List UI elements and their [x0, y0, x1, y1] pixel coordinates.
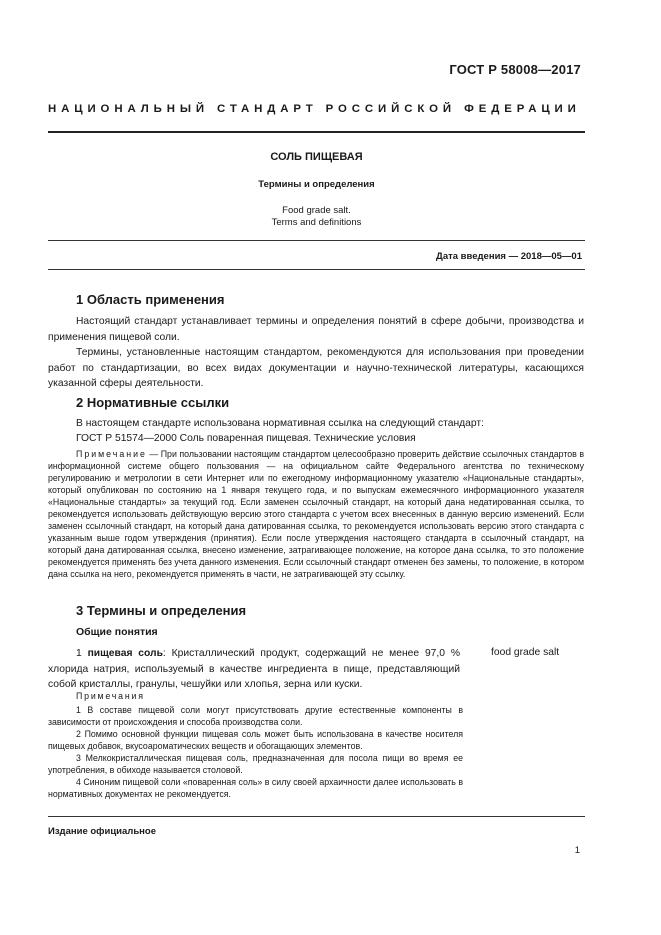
term-definition: : Кристаллический продукт, содержащий не менее 97,0 % хлорида натрия, используемый в качестве ингредиента в пище, представляющий собой кристаллы, гранулы, чешуйки или хлопья, зерна или куски. [48, 648, 460, 690]
term-name: пищевая соль [87, 648, 163, 659]
section-1-heading: 1 Область применения [76, 292, 225, 307]
term-note-3: 3 Мелкокристаллическая пищевая соль, предназначенная для посола пищи во время ее употребления, в обиходе называется столовой. [48, 753, 463, 775]
term-english-equivalent: food grade salt [491, 647, 560, 658]
note-text: — При пользовании настоящим стандартом целесообразно проверить действие ссылочных стандартов в информационной системе общего пользования — на официальном сайте Федерального агентства по техническому регулированию и метрологии в сети Интернет или по ежегодному информационному указателю «Национальные стандарты», который опубликован по состоянию на 1 января текущего года, и по выпускам ежемесячного информационного указателя «Национальные стандарты» за текущий год. Если заменен ссылочный стандарт, на который дана недатированная ссылка, то рекомендуется использовать действующую версию этого стандарта с учетом всех внесенных в данную версию изменений. Если заменен ссылочный стандарт, на который дана датированная ссылка, то рекомендуется использовать версию этого стандарта с указанным выше годом утверждения (принятия). Если после утверждения настоящего стандарта в ссылочный стандарт, на который дана датированная ссылка, внесено изменение, затрагивающее положение, на которое дана ссылка, то это положение рекомендуется применять без учета данного изменения. Если ссылочный стандарт отменен без замены, то положение, в котором дана ссылка на него, рекомендуется применять в части, не затрагивающей эту ссылку. [48, 449, 584, 579]
document-subtitle: Термины и определения [258, 179, 375, 190]
header-divider [48, 131, 585, 133]
introduction-date: Дата введения — 2018—05—01 [436, 251, 582, 262]
footer-divider [48, 816, 585, 817]
page-number: 1 [574, 845, 580, 856]
standard-designation: ГОСТ Р 58008—2017 [449, 62, 581, 77]
section-2-heading: 2 Нормативные ссылки [76, 395, 230, 410]
section-1-paragraph-2: Термины, установленные настоящим стандартом, рекомендуются для использования при проведении работ по стандартизации, во всех видах документации и научно-технической литературы, касающихся указанной сферы деятельности. [48, 347, 584, 389]
english-title-line-1: Food grade salt. [282, 205, 351, 216]
section-3-subheading: Общие понятия [76, 626, 158, 638]
note-label: Примечание [76, 449, 147, 459]
term-note-1: 1 В составе пищевой соли могут присутствовать другие естественные компоненты в зависимости от происхождения и способа производства соли. [48, 705, 463, 727]
english-title [48, 205, 585, 229]
section-1-paragraph-1: Настоящий стандарт устанавливает термины и определения понятий в сфере добычи, производства и применения пищевой соли. [48, 316, 584, 343]
term-notes-label: Примечания [76, 691, 145, 701]
term-note-2: 2 Помимо основной функции пищевая соль может быть использована в качестве носителя пищевых добавок, вкусоароматических веществ и обогащающих элементов. [48, 729, 463, 751]
date-divider [48, 269, 585, 270]
title-divider [48, 240, 585, 241]
term-note-4: 4 Синоним пищевой соли «поваренная соль» в силу своей архаичности далее использовать в нормативных документах не рекомендуется. [48, 777, 463, 799]
term-entry-1 [48, 646, 460, 693]
section-2-reference: ГОСТ Р 51574—2000 Соль поваренная пищевая. Технические условия [76, 433, 416, 444]
term-number: 1 [76, 648, 88, 659]
section-2-paragraph-1: В настоящем стандарте использована нормативная ссылка на следующий стандарт: [76, 418, 484, 429]
section-3-heading: 3 Термины и определения [76, 603, 247, 618]
document-title: СОЛЬ ПИЩЕВАЯ [270, 151, 363, 163]
section-2-note [48, 448, 584, 580]
english-title-line-2: Terms and definitions [271, 217, 362, 228]
national-standard-banner: НАЦИОНАЛЬНЫЙ СТАНДАРТ РОССИЙСКОЙ ФЕДЕРАЦИИ [48, 103, 581, 115]
official-edition-label: Издание официальное [48, 826, 156, 837]
